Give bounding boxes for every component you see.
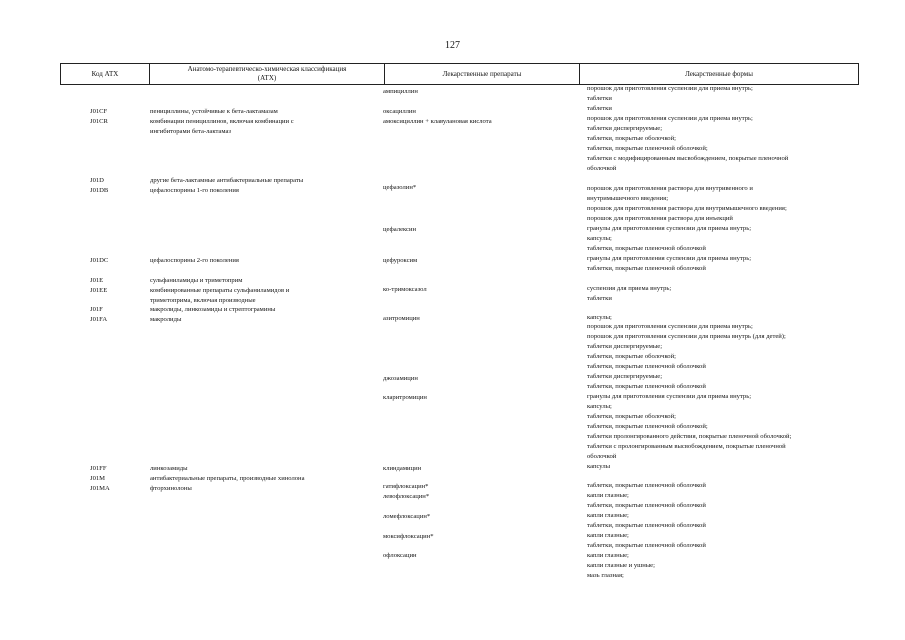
dosage-form: суспензия для приема внутрь; [587,285,672,292]
dosage-form: капли глазные и ушные; [587,562,655,569]
dosage-form: внутримышечного введения; [587,195,669,202]
dosage-form: таблетки, покрытые оболочкой; [587,353,676,360]
dosage-form: оболочкой [587,453,617,460]
table-header [60,63,859,85]
atc-code: J01MA [90,485,110,492]
drug-name: клиндамицин [383,465,422,472]
atc-code: J01FA [90,316,108,323]
dosage-form: гранулы для приготовления суспензии для приема внутрь; [587,393,752,400]
atc-classification: сульфаниламиды и триметоприм [150,277,243,284]
dosage-form: таблетки, покрытые пленочной оболочкой [587,245,706,252]
atc-code: J01EE [90,287,108,294]
drug-name: цефуроксим [383,257,418,264]
atc-code: J01M [90,475,106,482]
atc-classification: комбинированные препараты сульфаниламидов и [150,287,290,294]
drug-name: гатифлоксацин* [383,483,429,490]
drug-name: ломефлоксацин* [383,513,431,520]
dosage-form: таблетки, покрытые пленочной оболочкой [587,502,706,509]
header-forms: Лекарственные формы [685,69,753,78]
dosage-form: капли глазные; [587,492,629,499]
page-number: 127 [445,40,460,51]
dosage-form: таблетки диспергируемые; [587,125,663,132]
header-code: Код АТХ [91,69,119,78]
drug-name: оксациллин [383,108,416,115]
drug-name: ко-тримоксазол [383,286,427,293]
dosage-form: оболочкой [587,165,617,172]
dosage-form: таблетки, покрытые пленочной оболочкой [587,265,706,272]
atc-code: J01CR [90,118,108,125]
dosage-form: капсулы [587,463,611,470]
dosage-form: таблетки, покрытые пленочной оболочкой [587,522,706,529]
dosage-form: таблетки, покрытые оболочкой; [587,135,676,142]
dosage-form: капсулы; [587,403,612,410]
header-classification [150,64,384,84]
atc-classification: цефалоспорины 2-го поколения [150,257,239,264]
drug-name: джозамицин [383,375,418,382]
dosage-form: порошок для приготовления суспензии для приема внутрь; [587,115,753,122]
dosage-form: таблетки [587,295,612,302]
dosage-form: таблетки диспергируемые; [587,343,663,350]
dosage-form: капли глазные; [587,552,629,559]
atc-classification: другие бета-лактамные антибактериальные препараты [150,177,304,184]
dosage-form: таблетки, покрытые пленочной оболочкой [587,482,706,489]
drug-name: левофлоксацин* [383,493,430,500]
dosage-form: порошок для приготовления суспензии для приема внутрь; [587,85,753,92]
drug-name: ампициллин [383,88,418,95]
dosage-form: таблетки, покрытые пленочной оболочкой; [587,145,708,152]
atc-classification: макролиды, линкозамиды и стрептограмины [150,306,276,313]
drug-name: цефазолин* [383,184,417,191]
dosage-form: таблетки с пролонгированным высвобождением, покрытые пленочной [587,443,786,450]
dosage-form: капсулы; [587,314,612,321]
atc-code: J01DC [90,257,109,264]
header-classification-line1: Анатомо-терапевтическо-химическая классификация [187,65,347,73]
drug-name: кларитромицин [383,394,427,401]
atc-classification: макролиды [150,316,182,323]
dosage-form: капли глазные; [587,532,629,539]
dosage-form: капли глазные; [587,512,629,519]
dosage-form: порошок для приготовления суспензии для приема внутрь (для детей); [587,333,786,340]
dosage-form: гранулы для приготовления суспензии для приема внутрь; [587,255,752,262]
dosage-form: капсулы; [587,235,612,242]
atc-classification: линкозамиды [150,465,188,472]
atc-classification: фторхинолоны [150,485,192,492]
header-drugs: Лекарственные препараты [442,69,522,78]
dosage-form: таблетки, покрытые оболочкой; [587,413,676,420]
dosage-form: таблетки, покрытые пленочной оболочкой [587,542,706,549]
atc-code: J01F [90,306,103,313]
header-classification-line2: (АТХ) [257,74,277,82]
atc-classification: антибактериальные препараты, производные хинолона [150,475,305,482]
drug-name: амоксициллин + клавулановая кислота [383,118,492,125]
drug-name: азитромицин [383,315,420,322]
atc-classification: ингибиторами бета-лактамаз [150,128,231,135]
drug-name: офлоксацин [383,552,417,559]
atc-code: J01E [90,277,104,284]
atc-code: J01DB [90,187,109,194]
dosage-form: порошок для приготовления раствора для внутримышечного введения; [587,205,787,212]
atc-classification: триметоприма, включая производные [150,297,256,304]
dosage-form: мазь глазная; [587,572,624,579]
dosage-form: таблетки, покрытые пленочной оболочкой [587,383,706,390]
atc-code: J01FF [90,465,107,472]
drug-name: цефалексин [383,226,417,233]
dosage-form: порошок для приготовления раствора для внутривенного и [587,185,753,192]
atc-code: J01D [90,177,104,184]
dosage-form: порошок для приготовления суспензии для приема внутрь; [587,323,753,330]
atc-classification: комбинации пенициллинов, включая комбинации с [150,118,294,125]
dosage-form: таблетки с модифицированным высвобождением, покрытые пленочной [587,155,789,162]
dosage-form: гранулы для приготовления суспензии для приема внутрь; [587,225,752,232]
dosage-form: таблетки [587,95,612,102]
drug-name: моксифлоксацин* [383,533,434,540]
dosage-form: таблетки, покрытые пленочной оболочкой; [587,423,708,430]
dosage-form: таблетки диспергируемые; [587,373,663,380]
dosage-form: таблетки, покрытые пленочной оболочкой [587,363,706,370]
atc-classification: пенициллины, устойчивые к бета-лактамазам [150,108,278,115]
dosage-form: таблетки [587,105,612,112]
dosage-form: порошок для приготовления раствора для инъекций [587,215,733,222]
atc-classification: цефалоспорины 1-го поколения [150,187,239,194]
atc-code: J01CF [90,108,108,115]
dosage-form: таблетки пролонгированного действия, покрытые пленочной оболочкой; [587,433,792,440]
